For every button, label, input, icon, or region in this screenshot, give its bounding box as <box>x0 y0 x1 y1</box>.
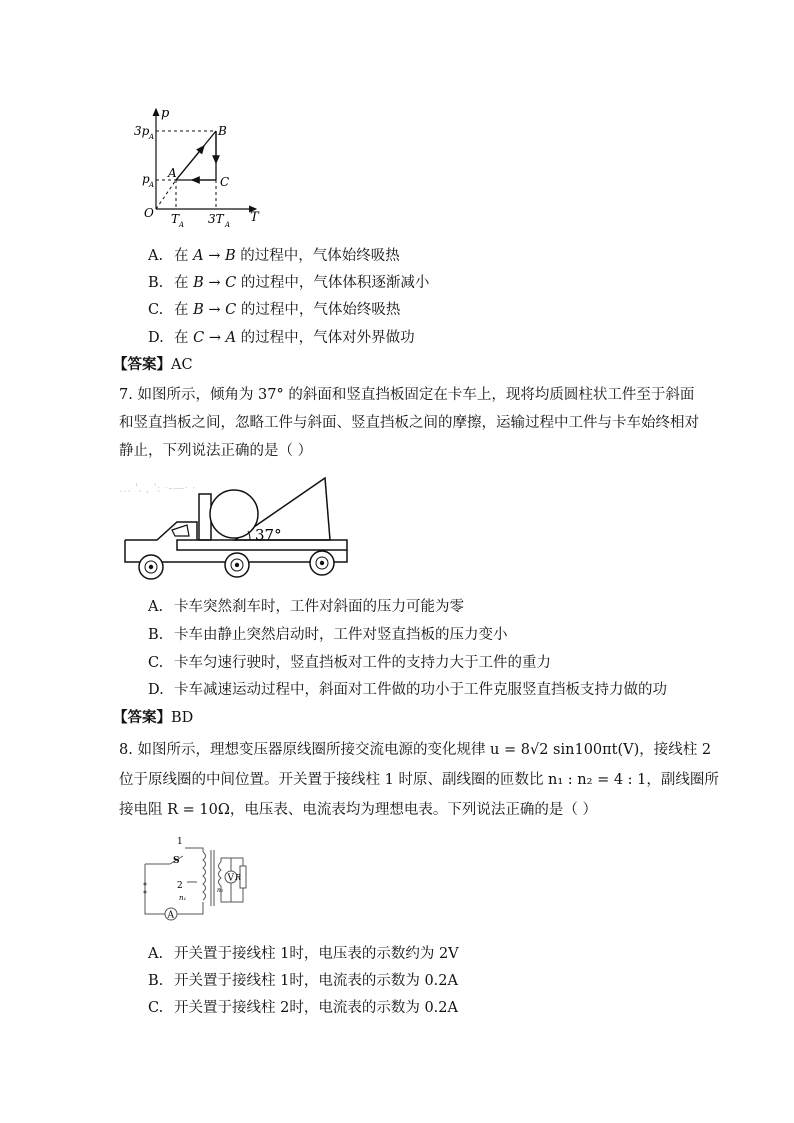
wheel-middle <box>225 553 249 577</box>
q7-option-c[interactable]: C. 卡车匀速行驶时，竖直挡板对工件的支持力大于工件的重力 <box>148 655 551 671</box>
svg-text:… '. , ': ·-—· ·: … '. , ': ·-—· · <box>119 481 196 495</box>
q8-stem-line1: 8. 如图所示，理想变压器原线圈所接交流电源的变化规律 u = 8√2 sin100πt(V)，接线柱 2 <box>119 742 712 758</box>
x-axis-label: T <box>250 210 259 225</box>
y-tick-3pa: 3p <box>134 124 150 138</box>
pt-graph <box>130 105 270 230</box>
q7-option-d[interactable]: D. 卡车减速运动过程中，斜面对工件做的功小于工件克服竖直挡板支持力做的功 <box>148 682 667 698</box>
q6-option-b[interactable]: B. 在 B → C 的过程中，气体体积逐渐减小 <box>148 275 430 291</box>
svg-text:A: A <box>225 221 231 229</box>
q6-option-c[interactable]: C. 在 B → C 的过程中，气体始终吸热 <box>148 302 401 318</box>
q7-stem-line2: 和竖直挡板之间，忽略工件与斜面、竖直挡板之间的摩擦，运输过程中工件与卡车始终相对 <box>119 415 699 431</box>
svg-text:A: A <box>149 181 155 189</box>
q8-option-a[interactable]: A. 开关置于接线柱 1时，电压表的示数约为 2V <box>148 946 459 962</box>
q8-option-c[interactable]: C. 开关置于接线柱 2时，电流表的示数为 0.2A <box>148 1000 458 1016</box>
ammeter-label: A <box>167 910 174 921</box>
q6-answer: 【答案】AC <box>113 356 193 373</box>
n1-label: n₁ <box>179 894 187 902</box>
svg-text:A: A <box>179 221 185 229</box>
angle-label: 37° <box>255 526 282 544</box>
point-c-label: C <box>220 175 230 189</box>
wheel-front <box>139 555 163 579</box>
origin-label: O <box>144 206 154 220</box>
truck-figure <box>117 470 357 582</box>
q7-answer: 【答案】BD <box>113 709 194 726</box>
point-a-label: A <box>168 166 177 180</box>
switch-label: S <box>173 856 180 866</box>
resistor-label: R <box>235 873 242 882</box>
q7-option-b[interactable]: B. 卡车由静止突然启动时，工件对竖直挡板的压力变小 <box>148 627 508 643</box>
cylinder-workpiece <box>210 490 258 538</box>
point-b-label: B <box>218 124 227 138</box>
q7-stem-line3: 静止，下列说法正确的是（ ） <box>119 443 313 459</box>
terminal-1: 1 <box>177 837 183 847</box>
q6-option-a[interactable]: A. 在 A → B 的过程中，气体始终吸热 <box>148 248 400 264</box>
x-tick-ta: T <box>171 212 180 226</box>
y-tick-pa: p <box>142 172 150 186</box>
svg-text:A: A <box>149 133 155 141</box>
q8-option-b[interactable]: B. 开关置于接线柱 1时，电流表的示数为 0.2A <box>148 973 458 989</box>
q8-stem-line2: 位于原线圈的中间位置。开关置于接线柱 1 时原、副线圈的匝数比 n₁ : n₂ = 4 : 1，副线圈所 <box>119 772 719 788</box>
voltmeter-label: V <box>227 873 234 884</box>
q7-option-a[interactable]: A. 卡车突然刹车时，工件对斜面的压力可能为零 <box>148 599 464 615</box>
wheel-rear <box>310 551 334 575</box>
y-axis-label: p <box>161 106 170 121</box>
q7-stem-line1: 7. 如图所示，倾角为 37° 的斜面和竖直挡板固定在卡车上，现将均质圆柱状工件至于斜面 <box>119 387 695 403</box>
terminal-2: 2 <box>177 881 183 891</box>
n2-label: n₂ <box>217 887 224 894</box>
q6-option-d[interactable]: D. 在 C → A 的过程中，气体对外界做功 <box>148 330 415 346</box>
transformer-circuit <box>135 832 255 922</box>
q8-stem-line3: 接电阻 R = 10Ω，电压表、电流表均为理想电表。下列说法正确的是（ ） <box>119 802 597 818</box>
x-tick-3ta: 3T <box>208 212 224 226</box>
